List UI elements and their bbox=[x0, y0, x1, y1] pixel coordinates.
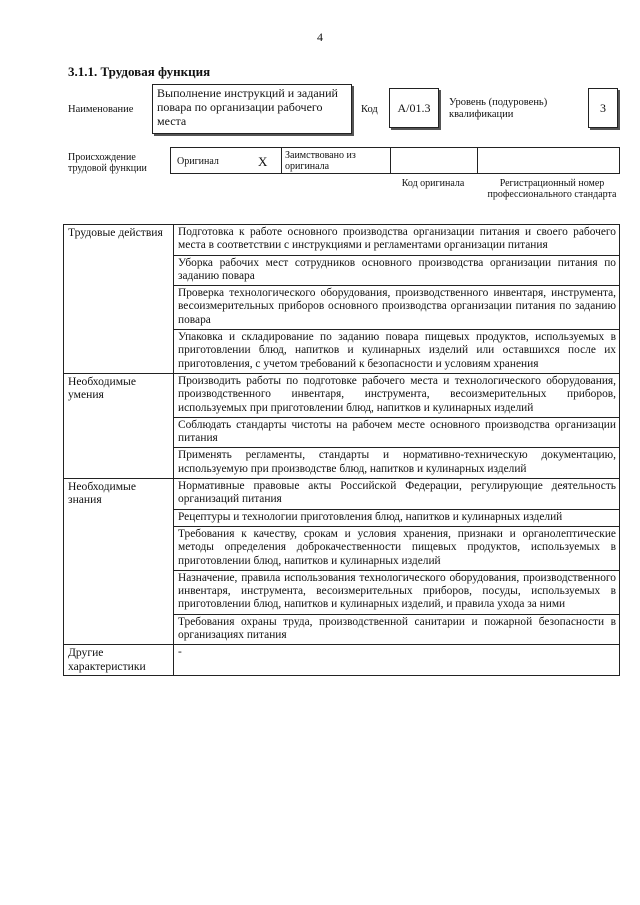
item-cell: Уборка рабочих мест сотрудников основного производства организации питания по заданию повара bbox=[174, 255, 620, 286]
origin-label: Происхождение трудовой функции bbox=[68, 152, 147, 174]
category-cell: Другие характеристики bbox=[64, 645, 174, 676]
origin-divider bbox=[390, 148, 391, 173]
name-label: Наименование bbox=[68, 104, 134, 115]
section-title: 3.1.1. Трудовая функция bbox=[68, 64, 211, 79]
reg-number-caption: Регистрационный номер профессионального стандарта bbox=[487, 178, 617, 200]
item-cell: Требования к качеству, срокам и условия хранения, признаки и органолептические методы определения доброкачественности пищевых продуктов, используемых в приготовлении блюд, напитков и кулинарных изделий bbox=[174, 526, 620, 570]
item-cell: Применять регламенты, стандарты и нормативно-техническую документацию, используемую при производстве блюд, напитков и кулинарных изделий bbox=[174, 448, 620, 479]
function-name-box bbox=[152, 84, 352, 134]
origin-divider bbox=[281, 148, 282, 173]
origin-divider bbox=[477, 148, 478, 173]
category-cell: Необходимые знания bbox=[64, 479, 174, 645]
function-name-value: Выполнение инструкций и заданий повара по организации рабочего места bbox=[157, 86, 338, 128]
table-row bbox=[64, 373, 620, 417]
item-cell: Подготовка к работе основного производства организации питания и своего рабочего места в соответствии с инструкциями и регламентами организации питания bbox=[174, 225, 620, 256]
item-cell: Нормативные правовые акты Российской Федерации, регулирующие деятельность организаций питания bbox=[174, 479, 620, 510]
category-cell: Необходимые умения bbox=[64, 373, 174, 478]
borrowed-label: Заимствовано из оригинала bbox=[285, 150, 356, 172]
original-mark: X bbox=[258, 154, 268, 169]
level-box bbox=[588, 88, 618, 128]
code-original-caption: Код оригинала bbox=[401, 178, 465, 189]
item-cell: Назначение, правила использования технологического оборудования, производственного инвентаря, инструмента, весоизмерительных приборов, посуды, используемых в приготовлении блюд, напитков и кулинарных изделий, и правила ухода за ними bbox=[174, 570, 620, 614]
item-cell: Упаковка и складирование по заданию повара пищевых продуктов, используемых в приготовлении блюд, напитков и кулинарных изделий или оставшихся после их приготовления, с учетом требований к безопасности и условиям хранения bbox=[174, 330, 620, 374]
origin-table bbox=[170, 147, 620, 174]
function-table-body bbox=[64, 225, 620, 676]
original-label: Оригинал bbox=[177, 156, 219, 167]
table-row bbox=[64, 645, 620, 676]
item-cell: Проверка технологического оборудования, производственного инвентаря, инструмента, весоизмерительных приборов основного производства организации питания по заданию повара bbox=[174, 286, 620, 330]
item-cell: - bbox=[174, 645, 620, 676]
item-cell: Требования охраны труда, производственной санитарии и пожарной безопасности в организациях питания bbox=[174, 614, 620, 645]
code-box bbox=[389, 88, 439, 128]
level-value: 3 bbox=[600, 101, 606, 115]
level-label: Уровень (подуровень) квалификации bbox=[449, 97, 548, 120]
category-cell: Трудовые действия bbox=[64, 225, 174, 374]
code-label: Код bbox=[361, 104, 378, 115]
function-table bbox=[63, 224, 620, 676]
item-cell: Производить работы по подготовке рабочего места и технологического оборудования, производственного инвентаря, инструмента, весоизмерительных приборов, используемых при приготовлении блюд, напитков и кулинарных изделий bbox=[174, 373, 620, 417]
code-value: A/01.3 bbox=[397, 101, 431, 115]
table-row bbox=[64, 479, 620, 510]
table-row bbox=[64, 225, 620, 256]
page-number: 4 bbox=[317, 30, 323, 44]
item-cell: Рецептуры и технологии приготовления блюд, напитков и кулинарных изделий bbox=[174, 509, 620, 526]
item-cell: Соблюдать стандарты чистоты на рабочем месте основного производства организации питания bbox=[174, 417, 620, 448]
